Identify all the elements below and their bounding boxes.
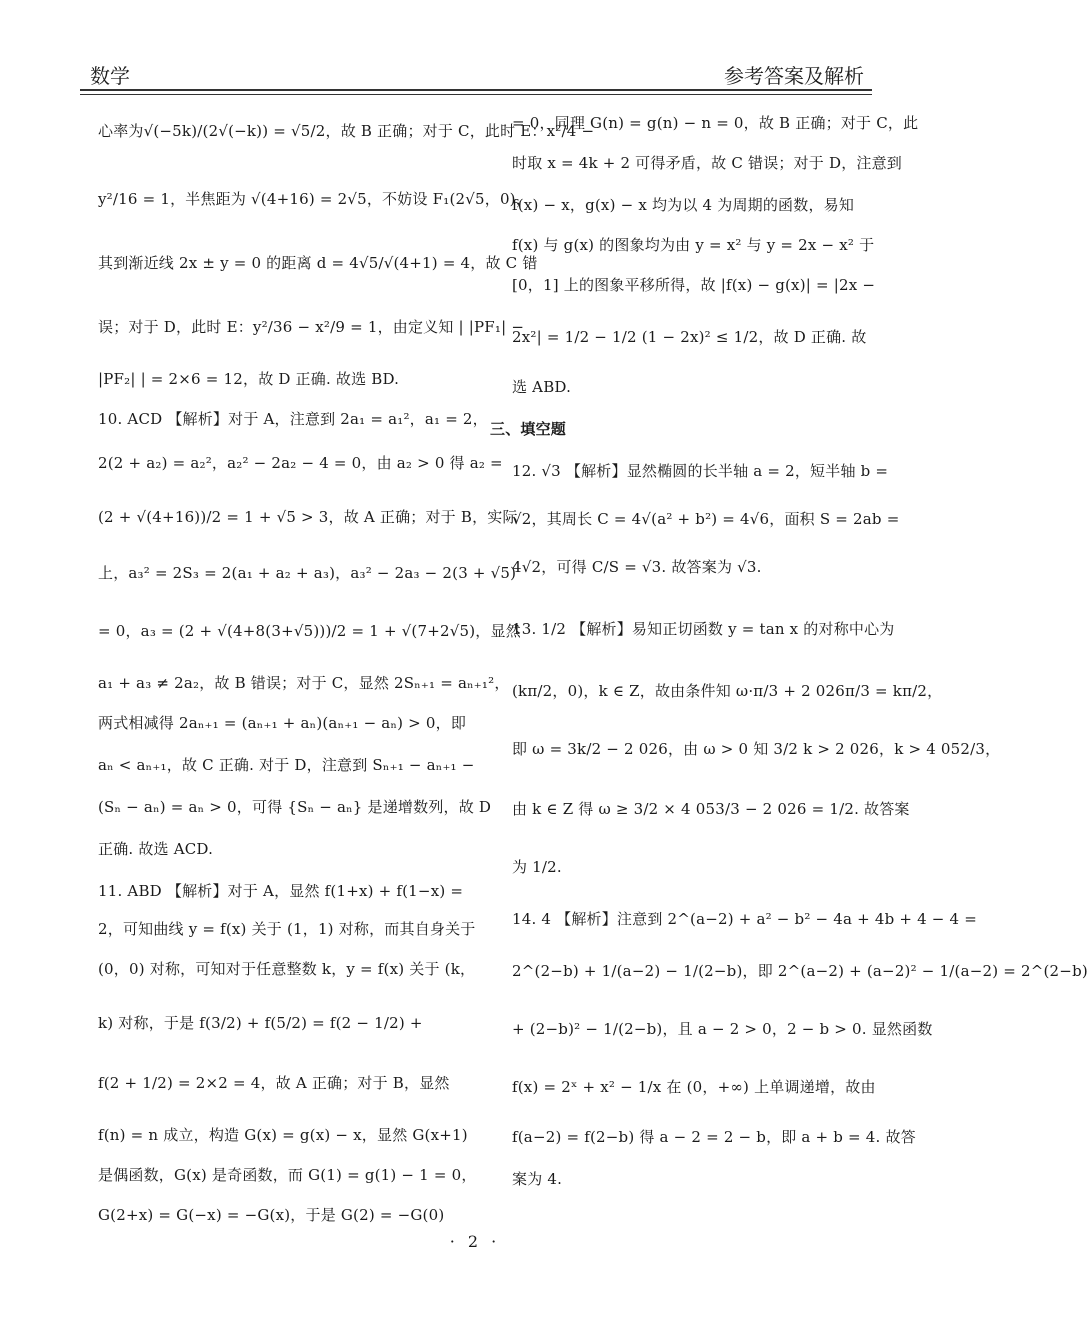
- text-line: f(a−2) = f(2−b) 得 a − 2 = 2 − b，即 a + b = 4. 故答: [512, 1128, 916, 1146]
- text-line: 为 1/2.: [512, 858, 562, 876]
- text-line: 由 k ∈ Z 得 ω ≥ 3/2 × 4 053/3 − 2 026 = 1/2. 故答案: [512, 800, 910, 818]
- text-line: 2^(2−b) + 1/(a−2) − 1/(2−b)，即 2^(a−2) + (a−2)² − 1/(a−2) = 2^(2−b): [512, 962, 1088, 980]
- text-line: √2，其周长 C = 4√(a² + b²) = 4√6，面积 S = 2ab =: [512, 510, 900, 528]
- text-line: 上，a₃² = 2S₃ = 2(a₁ + a₂ + a₃)，a₃² − 2a₃ − 2(3 + √5): [98, 564, 517, 582]
- question-13: 13. 1/2 【解析】易知正切函数 y = tan x 的对称中心为: [512, 620, 895, 638]
- text-line: a₁ + a₃ ≠ 2a₂，故 B 错误；对于 C，显然 2Sₙ₊₁ = aₙ₊₁²，: [98, 674, 510, 692]
- text-line: 是偶函数，G(x) 是奇函数，而 G(1) = g(1) − 1 = 0，: [98, 1166, 477, 1184]
- text-line: y²/16 = 1，半焦距为 √(4+16) = 2√5，不妨设 F₁(2√5，0)，: [98, 190, 531, 208]
- header-rule-thick: [80, 89, 872, 91]
- text-line: f(x) = 2ˣ + x² − 1/x 在 (0，+∞) 上单调递增，故由: [512, 1078, 876, 1096]
- section-heading: 三、填空题: [490, 420, 567, 438]
- text-line: 4√2，可得 C/S = √3. 故答案为 √3.: [512, 558, 762, 576]
- text-line: (kπ/2，0)，k ∈ Z，故由条件知 ω·π/3 + 2 026π/3 = kπ/2，: [512, 682, 943, 700]
- text-line: 正确. 故选 ACD.: [98, 840, 214, 858]
- text-line: 2(2 + a₂) = a₂²，a₂² − 2a₂ − 4 = 0，由 a₂ > 0 得 a₂ =: [98, 454, 503, 472]
- text-line: 案为 4.: [512, 1170, 563, 1188]
- text-line: 即 ω = 3k/2 − 2 026，由 ω > 0 知 3/2 k > 2 026，k > 4 052/3，: [512, 740, 1001, 758]
- text-line: 2x²| = 1/2 − 1/2 (1 − 2x)² ≤ 1/2，故 D 正确. 故: [512, 328, 867, 346]
- text-line: 两式相减得 2aₙ₊₁ = (aₙ₊₁ + aₙ)(aₙ₊₁ − aₙ) > 0，即: [98, 714, 467, 732]
- text-line: f(n) = n 成立，构造 G(x) = g(x) − x，显然 G(x+1): [98, 1126, 468, 1144]
- text-line: = 0，同理 G(n) = g(n) − n = 0，故 B 正确；对于 C，此: [512, 114, 919, 132]
- subject-label: 数学: [90, 64, 130, 88]
- question-11: 11. ABD 【解析】对于 A，显然 f(1+x) + f(1−x) =: [98, 882, 464, 900]
- text-line: k) 对称，于是 f(3/2) + f(5/2) = f(2 − 1/2) +: [98, 1014, 423, 1032]
- text-line: = 0，a₃ = (2 + √(4+8(3+√5)))/2 = 1 + √(7+2√5)，显然: [98, 622, 521, 640]
- text-line: + (2−b)² − 1/(2−b)，且 a − 2 > 0，2 − b > 0. 显然函数: [512, 1020, 933, 1038]
- text-line: f(x) − x，g(x) − x 均为以 4 为周期的函数，易知: [512, 196, 855, 214]
- question-14: 14. 4 【解析】注意到 2^(a−2) + a² − b² − 4a + 4b + 4 − 4 =: [512, 910, 978, 928]
- text-line: (Sₙ − aₙ) = aₙ > 0，可得 {Sₙ − aₙ} 是递增数列，故 D: [98, 798, 492, 816]
- text-line: aₙ < aₙ₊₁，故 C 正确. 对于 D，注意到 Sₙ₊₁ − aₙ₊₁ −: [98, 756, 475, 774]
- question-12: 12. √3 【解析】显然椭圆的长半轴 a = 2，短半轴 b =: [512, 462, 889, 480]
- text-line: 选 ABD.: [512, 378, 572, 396]
- text-line: (0，0) 对称，可知对于任意整数 k，y = f(x) 关于 (k，: [98, 960, 476, 978]
- text-line: |PF₂| | = 2×6 = 12，故 D 正确. 故选 BD.: [98, 370, 400, 388]
- text-line: 时取 x = 4k + 2 可得矛盾，故 C 错误；对于 D，注意到: [512, 154, 902, 172]
- section-title: 参考答案及解析: [724, 64, 864, 88]
- text-line: (2 + √(4+16))/2 = 1 + √5 > 3，故 A 正确；对于 B，实际: [98, 508, 518, 526]
- text-line: 2，可知曲线 y = f(x) 关于 (1，1) 对称，而其自身关于: [98, 920, 476, 938]
- question-10: 10. ACD 【解析】对于 A，注意到 2a₁ = a₁²，a₁ = 2，: [98, 410, 488, 428]
- text-line: 其到渐近线 2x ± y = 0 的距离 d = 4√5/√(4+1) = 4，故 C 错: [98, 254, 538, 272]
- text-line: 误；对于 D，此时 E：y²/36 − x²/9 = 1，由定义知 | |PF₁| −: [98, 318, 525, 336]
- text-line: 心率为√(−5k)/(2√(−k)) = √5/2，故 B 正确；对于 C，此时 E：x²/4 −: [98, 122, 595, 140]
- text-line: [0，1] 上的图象平移所得，故 |f(x) − g(x)| = |2x −: [512, 276, 876, 294]
- page-header: [80, 60, 872, 90]
- text-line: G(2+x) = G(−x) = −G(x)，于是 G(2) = −G(0): [98, 1206, 445, 1224]
- text-line: f(2 + 1/2) = 2×2 = 4，故 A 正确；对于 B，显然: [98, 1074, 450, 1092]
- header-rule-thin: [80, 94, 872, 95]
- page-number: · 2 ·: [449, 1232, 501, 1251]
- text-line: f(x) 与 g(x) 的图象均为由 y = x² 与 y = 2x − x² 于: [512, 236, 875, 254]
